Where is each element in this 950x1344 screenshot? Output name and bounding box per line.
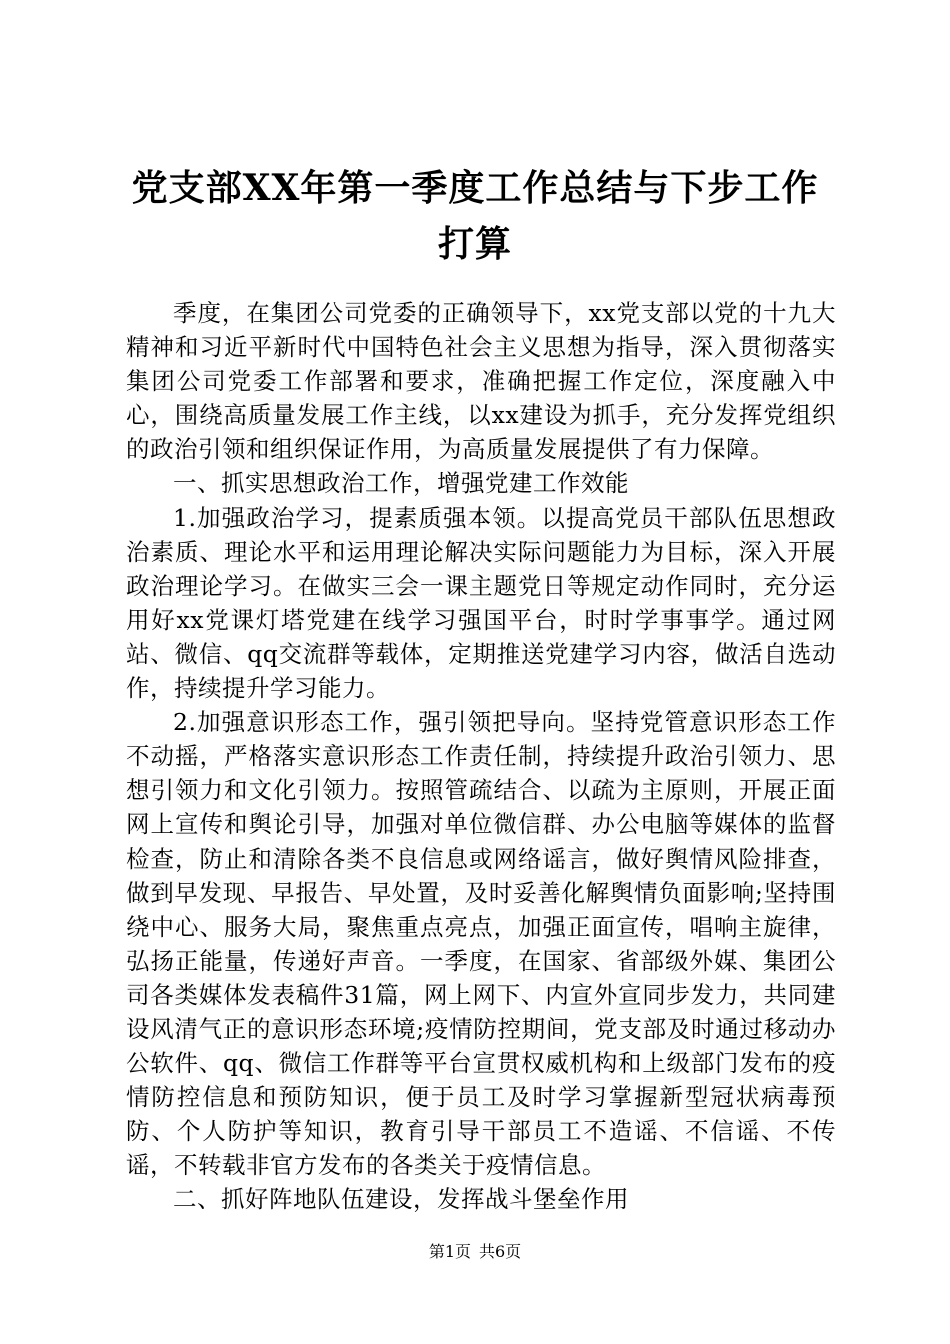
page-footer xyxy=(0,1242,950,1262)
document-body xyxy=(126,296,836,1217)
page-total: 共6页 xyxy=(479,1242,522,1261)
document-title: 党支部XX年第一季度工作总结与下步工作打算 xyxy=(131,167,819,265)
section-heading-1: 一、抓实思想政治工作，增强党建工作效能 xyxy=(173,469,629,498)
paragraph-intro: 季度，在集团公司党委的正确领导下，xx党支部以党的十九大精神和习近平新时代中国特色社会主义思想为指导，深入贯彻落实集团公司党委工作部署和要求，准确把握工作定位，深度融入中心，围绕高质量发展工作主线，以xx建设为抓手，充分发挥党组织的政治引领和组织保证作用，为高质量发展提供了有力保障。 xyxy=(126,299,836,464)
paragraph-political-study: 1.加强政治学习，提素质强本领。以提高党员干部队伍思想政治素质、理论水平和运用理论解决实际问题能力为目标，深入开展政治理论学习。在做实三会一课主题党日等规定动作同时，充分运用好xx党课灯塔党建在线学习强国平台，时时学事事学。通过网站、微信、qq交流群等载体，定期推送党建学习内容，做活自选动作，持续提升学习能力。 xyxy=(126,503,836,703)
paragraph-ideology-work: 2.加强意识形态工作，强引领把导向。坚持党管意识形态工作不动摇，严格落实意识形态工作责任制，持续提升政治引领力、思想引领力和文化引领力。按照管疏结合、以疏为主原则，开展正面网上宣传和舆论引导，加强对单位微信群、办公电脑等媒体的监督检查，防止和清除各类不良信息或网络谣言，做好舆情风险排查，做到早发现、早报告、早处置，及时妥善化解舆情负面影响;坚持围绕中心、服务大局，聚焦重点亮点，加强正面宣传，唱响主旋律，弘扬正能量，传递好声音。一季度，在国家、省部级外媒、集团公司各类媒体发表稿件31篇，网上网下、内宣外宣同步发力，共同建设风清气正的意识形态环境;疫情防控期间，党支部及时通过移动办公软件、qq、微信工作群等平台宣贯权威机构和上级部门发布的疫情防控信息和预防知识，便于员工及时学习掌握新型冠状病毒预防、个人防护等知识，教育引导干部员工不造谣、不信谣、不传谣，不转载非官方发布的各类关于疫情信息。 xyxy=(126,708,836,1180)
page-number: 第1页 xyxy=(428,1242,471,1261)
section-heading-2: 二、抓好阵地队伍建设，发挥战斗堡垒作用 xyxy=(173,1185,629,1214)
